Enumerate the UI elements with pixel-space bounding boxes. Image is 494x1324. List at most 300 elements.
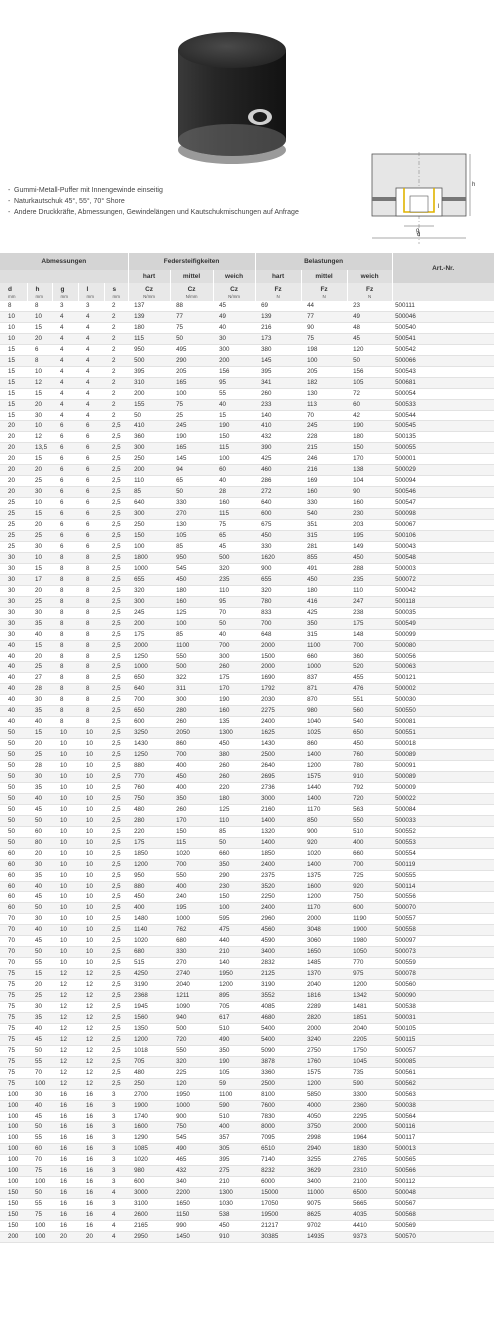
table-cell: 75 bbox=[170, 322, 213, 333]
table-cell: 245 bbox=[170, 421, 213, 432]
table-cell: 2,5 bbox=[104, 1023, 128, 1034]
table-cell: 150 bbox=[213, 432, 255, 443]
table-cell: 1045 bbox=[347, 1056, 392, 1067]
table-row bbox=[0, 958, 494, 969]
table-cell: 30 bbox=[0, 552, 27, 563]
table-cell: 10 bbox=[78, 859, 104, 870]
table-cell: 2,5 bbox=[104, 892, 128, 903]
table-cell: 8 bbox=[78, 673, 104, 684]
table-cell: 6 bbox=[78, 509, 104, 520]
article-number-cell: 500063 bbox=[392, 662, 494, 673]
table-cell: 300 bbox=[170, 695, 213, 706]
table-cell: 3000 bbox=[128, 1188, 170, 1199]
table-cell: 1100 bbox=[213, 1089, 255, 1100]
table-cell: 450 bbox=[347, 739, 392, 750]
table-cell: 850 bbox=[301, 815, 347, 826]
table-cell: 100 bbox=[213, 454, 255, 465]
table-cell: 8 bbox=[78, 695, 104, 706]
table-cell: 10 bbox=[0, 322, 27, 333]
table-cell: 25 bbox=[170, 410, 213, 421]
column-symbol bbox=[255, 283, 301, 301]
table-row bbox=[0, 859, 494, 870]
table-cell: 320 bbox=[128, 585, 170, 596]
column-symbol bbox=[170, 283, 213, 301]
table-cell: 10 bbox=[52, 750, 78, 761]
table-cell: 1600 bbox=[128, 1122, 170, 1133]
table-cell: 30 bbox=[0, 607, 27, 618]
table-cell: 16 bbox=[52, 1166, 78, 1177]
table-cell: 286 bbox=[255, 476, 301, 487]
table-cell: 60 bbox=[0, 848, 27, 859]
table-cell: 1211 bbox=[170, 991, 213, 1002]
table-row bbox=[0, 1045, 494, 1056]
table-cell: 600 bbox=[255, 509, 301, 520]
table-cell: 6 bbox=[78, 541, 104, 552]
table-cell: 4 bbox=[52, 322, 78, 333]
table-cell: 4 bbox=[52, 377, 78, 388]
symbol-text: d bbox=[8, 286, 12, 293]
article-number-cell: 500540 bbox=[392, 322, 494, 333]
table-cell: 10 bbox=[78, 750, 104, 761]
table-cell: 175 bbox=[347, 618, 392, 629]
table-cell: 1000 bbox=[170, 1100, 213, 1111]
table-cell: 2,5 bbox=[104, 662, 128, 673]
table-cell: 2,5 bbox=[104, 520, 128, 531]
table-row bbox=[0, 388, 494, 399]
table-cell: 250 bbox=[128, 454, 170, 465]
table-cell: 100 bbox=[0, 1100, 27, 1111]
table-cell: 50 bbox=[0, 739, 27, 750]
table-row bbox=[0, 465, 494, 476]
table-cell: 2100 bbox=[347, 1177, 392, 1188]
table-cell: 510 bbox=[213, 1111, 255, 1122]
table-cell: 2,5 bbox=[104, 465, 128, 476]
table-cell: 1850 bbox=[255, 848, 301, 859]
table-row bbox=[0, 333, 494, 344]
table-cell: 100 bbox=[27, 1221, 52, 1232]
table-cell: 870 bbox=[301, 695, 347, 706]
table-cell: 450 bbox=[170, 574, 213, 585]
table-cell: 8 bbox=[52, 651, 78, 662]
article-number-cell: 500541 bbox=[392, 333, 494, 344]
table-cell: 16 bbox=[52, 1155, 78, 1166]
table-cell: 476 bbox=[347, 684, 392, 695]
table-cell: 2,5 bbox=[104, 509, 128, 520]
table-row bbox=[0, 947, 494, 958]
table-row bbox=[0, 826, 494, 837]
hardness-spacer bbox=[0, 270, 128, 283]
table-cell: 10 bbox=[52, 914, 78, 925]
table-cell: 75 bbox=[0, 1045, 27, 1056]
table-cell: 50 bbox=[0, 815, 27, 826]
table-cell: 8 bbox=[52, 684, 78, 695]
table-row bbox=[0, 1166, 494, 1177]
table-cell: 660 bbox=[301, 651, 347, 662]
article-number-cell: 500533 bbox=[392, 399, 494, 410]
table-cell: 650 bbox=[347, 728, 392, 739]
table-cell: 35 bbox=[27, 706, 52, 717]
table-cell: 1400 bbox=[301, 859, 347, 870]
table-cell: 500 bbox=[213, 552, 255, 563]
table-row bbox=[0, 301, 494, 311]
table-cell: 228 bbox=[301, 432, 347, 443]
article-number-cell: 500080 bbox=[392, 640, 494, 651]
table-cell: 12 bbox=[52, 980, 78, 991]
table-cell: 4 bbox=[78, 388, 104, 399]
table-cell: 10 bbox=[52, 837, 78, 848]
table-cell: 75 bbox=[0, 1034, 27, 1045]
table-cell: 4410 bbox=[347, 1221, 392, 1232]
article-number-cell: 500094 bbox=[392, 476, 494, 487]
table-row bbox=[0, 509, 494, 520]
table-cell: 990 bbox=[170, 1221, 213, 1232]
table-cell: 510 bbox=[347, 826, 392, 837]
article-number-cell: 500111 bbox=[392, 301, 494, 311]
table-row bbox=[0, 1002, 494, 1013]
table-cell: 140 bbox=[255, 410, 301, 421]
symbol-text: h bbox=[35, 286, 40, 293]
table-cell: 520 bbox=[347, 662, 392, 673]
table-cell: 75 bbox=[27, 1210, 52, 1221]
table-cell: 1250 bbox=[128, 651, 170, 662]
table-cell: 10 bbox=[27, 552, 52, 563]
table-cell: 980 bbox=[128, 1166, 170, 1177]
table-cell: 16 bbox=[78, 1177, 104, 1188]
table-cell: 35 bbox=[27, 618, 52, 629]
table-row bbox=[0, 804, 494, 815]
table-cell: 4 bbox=[104, 1232, 128, 1243]
table-cell: 2940 bbox=[301, 1144, 347, 1155]
table-cell: 17050 bbox=[255, 1199, 301, 1210]
article-number-cell: 500089 bbox=[392, 771, 494, 782]
table-cell: 837 bbox=[301, 673, 347, 684]
table-cell: 720 bbox=[347, 793, 392, 804]
table-cell: 6 bbox=[52, 421, 78, 432]
table-cell: 3 bbox=[78, 301, 104, 311]
table-cell: 450 bbox=[347, 552, 392, 563]
table-cell: 75 bbox=[0, 991, 27, 1002]
table-cell: 1300 bbox=[213, 1188, 255, 1199]
table-cell: 20 bbox=[27, 980, 52, 991]
table-cell: 2368 bbox=[128, 991, 170, 1002]
table-cell: 2400 bbox=[255, 859, 301, 870]
table-cell: 2275 bbox=[255, 706, 301, 717]
table-cell: 5090 bbox=[255, 1045, 301, 1056]
column-symbol bbox=[27, 283, 52, 301]
table-cell: 12 bbox=[52, 1078, 78, 1089]
table-cell: 750 bbox=[170, 1122, 213, 1133]
article-number-cell: 500046 bbox=[392, 311, 494, 322]
table-cell: 247 bbox=[347, 596, 392, 607]
table-cell: 40 bbox=[27, 881, 52, 892]
table-cell: 490 bbox=[213, 1034, 255, 1045]
table-cell: 100 bbox=[0, 1155, 27, 1166]
table-cell: 12 bbox=[52, 1067, 78, 1078]
table-cell: 3255 bbox=[301, 1155, 347, 1166]
article-number-cell: 500099 bbox=[392, 629, 494, 640]
table-cell: 1950 bbox=[213, 969, 255, 980]
group-loads: Belastungen bbox=[255, 253, 392, 270]
hardness-label: mittel bbox=[170, 270, 213, 283]
table-cell: 50 bbox=[128, 410, 170, 421]
table-cell: 50 bbox=[0, 804, 27, 815]
article-number-cell: 500557 bbox=[392, 914, 494, 925]
table-cell: 50 bbox=[0, 771, 27, 782]
table-cell: 350 bbox=[170, 793, 213, 804]
table-cell: 10 bbox=[52, 892, 78, 903]
table-cell: 15 bbox=[0, 388, 27, 399]
table-cell: 150 bbox=[0, 1199, 27, 1210]
table-cell: 195 bbox=[170, 903, 213, 914]
column-symbol bbox=[104, 283, 128, 301]
table-cell: 2310 bbox=[347, 1166, 392, 1177]
table-cell: 10 bbox=[0, 311, 27, 322]
table-cell: 270 bbox=[170, 958, 213, 969]
table-cell: 85 bbox=[213, 826, 255, 837]
table-row bbox=[0, 1034, 494, 1045]
table-cell: 1430 bbox=[255, 739, 301, 750]
article-number-cell: 500567 bbox=[392, 1199, 494, 1210]
table-cell: 950 bbox=[128, 344, 170, 355]
article-number-cell: 500543 bbox=[392, 366, 494, 377]
table-cell: 2,5 bbox=[104, 980, 128, 991]
table-cell: 50 bbox=[0, 837, 27, 848]
table-cell: 1170 bbox=[301, 903, 347, 914]
table-row bbox=[0, 837, 494, 848]
table-cell: 49 bbox=[347, 311, 392, 322]
table-cell: 120 bbox=[170, 1078, 213, 1089]
table-cell: 330 bbox=[301, 498, 347, 509]
table-cell: 20 bbox=[0, 421, 27, 432]
table-cell: 432 bbox=[170, 1166, 213, 1177]
article-number-cell: 500043 bbox=[392, 541, 494, 552]
table-cell: 2600 bbox=[128, 1210, 170, 1221]
article-number-cell: 500551 bbox=[392, 728, 494, 739]
table-cell: 42 bbox=[347, 410, 392, 421]
table-cell: 3750 bbox=[301, 1122, 347, 1133]
table-cell: 400 bbox=[170, 782, 213, 793]
table-cell: 100 bbox=[301, 355, 347, 366]
symbol-text: l bbox=[86, 286, 89, 293]
table-cell: 750 bbox=[347, 892, 392, 903]
table-cell: 45 bbox=[27, 1111, 52, 1122]
table-cell: 2250 bbox=[255, 892, 301, 903]
table-cell: 2695 bbox=[255, 771, 301, 782]
table-cell: 2000 bbox=[255, 662, 301, 673]
table-cell: 395 bbox=[213, 1155, 255, 1166]
table-cell: 5400 bbox=[255, 1023, 301, 1034]
table-cell: 60 bbox=[27, 826, 52, 837]
table-cell: 75 bbox=[0, 980, 27, 991]
article-number-cell: 500066 bbox=[392, 355, 494, 366]
table-cell: 2125 bbox=[255, 969, 301, 980]
table-cell: 75 bbox=[0, 969, 27, 980]
table-cell: 1650 bbox=[170, 1199, 213, 1210]
table-cell: 600 bbox=[128, 1177, 170, 1188]
table-cell: 10 bbox=[52, 848, 78, 859]
table-cell: 270 bbox=[170, 509, 213, 520]
table-cell: 4050 bbox=[301, 1111, 347, 1122]
table-cell: 10 bbox=[52, 881, 78, 892]
table-cell: 4560 bbox=[255, 925, 301, 936]
table-cell: 6 bbox=[52, 531, 78, 542]
table-cell: 10 bbox=[0, 333, 27, 344]
table-cell: 10 bbox=[78, 870, 104, 881]
table-cell: 2,5 bbox=[104, 936, 128, 947]
table-row bbox=[0, 793, 494, 804]
table-cell: 165 bbox=[170, 443, 213, 454]
table-cell: 280 bbox=[170, 706, 213, 717]
table-cell: 220 bbox=[128, 826, 170, 837]
table-cell: 350 bbox=[213, 859, 255, 870]
table-cell: 113 bbox=[301, 399, 347, 410]
table-cell: 40 bbox=[0, 640, 27, 651]
table-cell: 200 bbox=[128, 618, 170, 629]
table-cell: 1690 bbox=[255, 673, 301, 684]
table-cell: 1750 bbox=[347, 1045, 392, 1056]
table-cell: 16 bbox=[78, 1122, 104, 1133]
table-cell: 2,5 bbox=[104, 826, 128, 837]
table-cell: 100 bbox=[170, 618, 213, 629]
table-cell: 16 bbox=[52, 1144, 78, 1155]
table-cell: 3 bbox=[104, 1089, 128, 1100]
table-cell: 3 bbox=[104, 1122, 128, 1133]
table-cell: 175 bbox=[213, 673, 255, 684]
article-number-cell: 500118 bbox=[392, 596, 494, 607]
table-cell: 6 bbox=[78, 476, 104, 487]
table-cell: 8 bbox=[27, 355, 52, 366]
drawing-label-h: h bbox=[472, 182, 476, 188]
rubber-buffer-image bbox=[170, 22, 300, 172]
table-cell: 140 bbox=[213, 958, 255, 969]
table-cell: 8 bbox=[52, 629, 78, 640]
table-cell: 150 bbox=[0, 1221, 27, 1232]
table-cell: 15 bbox=[213, 410, 255, 421]
article-number-cell: 500115 bbox=[392, 1034, 494, 1045]
table-cell: 245 bbox=[128, 607, 170, 618]
table-cell: 200 bbox=[128, 465, 170, 476]
table-cell: 3100 bbox=[128, 1199, 170, 1210]
table-cell: 1400 bbox=[301, 750, 347, 761]
table-row bbox=[0, 1111, 494, 1122]
table-cell: 735 bbox=[347, 1067, 392, 1078]
article-number-cell: 500546 bbox=[392, 487, 494, 498]
table-cell: 2 bbox=[104, 333, 128, 344]
table-cell: 6000 bbox=[255, 1177, 301, 1188]
table-row bbox=[0, 399, 494, 410]
table-cell: 8 bbox=[78, 717, 104, 728]
article-number-cell: 500544 bbox=[392, 410, 494, 421]
table-cell: 540 bbox=[347, 717, 392, 728]
table-cell: 330 bbox=[170, 947, 213, 958]
table-cell: 2400 bbox=[255, 717, 301, 728]
table-cell: 2,5 bbox=[104, 673, 128, 684]
article-number-cell: 500085 bbox=[392, 1056, 494, 1067]
table-cell: 6 bbox=[52, 487, 78, 498]
table-cell: 2,5 bbox=[104, 750, 128, 761]
table-cell: 425 bbox=[255, 454, 301, 465]
table-cell: 100 bbox=[0, 1111, 27, 1122]
table-cell: 156 bbox=[213, 366, 255, 377]
table-cell: 35 bbox=[27, 1012, 52, 1023]
table-cell: 1945 bbox=[128, 1002, 170, 1013]
table-cell: 410 bbox=[128, 421, 170, 432]
article-number-cell: 500562 bbox=[392, 1078, 494, 1089]
table-cell: 75 bbox=[0, 1078, 27, 1089]
article-number-cell: 500560 bbox=[392, 980, 494, 991]
table-cell: 12 bbox=[27, 432, 52, 443]
table-cell: 700 bbox=[347, 640, 392, 651]
table-cell: 5665 bbox=[347, 1199, 392, 1210]
table-cell: 2,5 bbox=[104, 1067, 128, 1078]
table-cell: 281 bbox=[301, 541, 347, 552]
table-cell: 640 bbox=[255, 498, 301, 509]
table-cell: 60 bbox=[27, 1144, 52, 1155]
table-cell: 12 bbox=[52, 1056, 78, 1067]
table-cell: 3360 bbox=[255, 1067, 301, 1078]
table-cell: 8625 bbox=[301, 1210, 347, 1221]
table-row bbox=[0, 585, 494, 596]
table-cell: 50 bbox=[347, 355, 392, 366]
article-number-cell: 500090 bbox=[392, 991, 494, 1002]
table-cell: 20 bbox=[0, 476, 27, 487]
table-cell: 148 bbox=[347, 629, 392, 640]
table-cell: 2 bbox=[104, 322, 128, 333]
table-cell: 3240 bbox=[301, 1034, 347, 1045]
table-cell: 2,5 bbox=[104, 1056, 128, 1067]
table-row bbox=[0, 925, 494, 936]
table-cell: 2 bbox=[104, 377, 128, 388]
table-cell: 510 bbox=[213, 1023, 255, 1034]
table-cell: 1400 bbox=[255, 815, 301, 826]
table-cell: 8 bbox=[52, 673, 78, 684]
table-cell: 20 bbox=[78, 1232, 104, 1243]
table-cell: 16 bbox=[78, 1155, 104, 1166]
table-cell: 7830 bbox=[255, 1111, 301, 1122]
table-cell: 860 bbox=[301, 739, 347, 750]
table-cell: 246 bbox=[301, 454, 347, 465]
table-cell: 16 bbox=[52, 1122, 78, 1133]
table-row bbox=[0, 991, 494, 1002]
table-row bbox=[0, 1177, 494, 1188]
article-number-cell: 500098 bbox=[392, 509, 494, 520]
table-cell: 3300 bbox=[347, 1089, 392, 1100]
table-cell: 1050 bbox=[347, 947, 392, 958]
table-cell: 4680 bbox=[255, 1012, 301, 1023]
table-cell: 400 bbox=[170, 881, 213, 892]
table-cell: 280 bbox=[128, 815, 170, 826]
table-cell: 130 bbox=[301, 388, 347, 399]
article-number-cell: 500022 bbox=[392, 793, 494, 804]
table-cell: 2,5 bbox=[104, 881, 128, 892]
table-cell: 7600 bbox=[255, 1100, 301, 1111]
table-cell: 75 bbox=[0, 1056, 27, 1067]
table-row bbox=[0, 355, 494, 366]
table-cell: 4035 bbox=[347, 1210, 392, 1221]
table-cell: 425 bbox=[301, 607, 347, 618]
table-cell: 50 bbox=[213, 837, 255, 848]
table-cell: 2165 bbox=[128, 1221, 170, 1232]
table-cell: 10 bbox=[52, 958, 78, 969]
table-cell: 6 bbox=[52, 465, 78, 476]
table-cell: 210 bbox=[213, 947, 255, 958]
table-cell: 1190 bbox=[347, 914, 392, 925]
table-cell: 480 bbox=[128, 1067, 170, 1078]
symbol-text: Cz bbox=[187, 286, 196, 293]
table-cell: 300 bbox=[128, 509, 170, 520]
table-cell: 2,5 bbox=[104, 640, 128, 651]
table-cell: 27 bbox=[27, 673, 52, 684]
